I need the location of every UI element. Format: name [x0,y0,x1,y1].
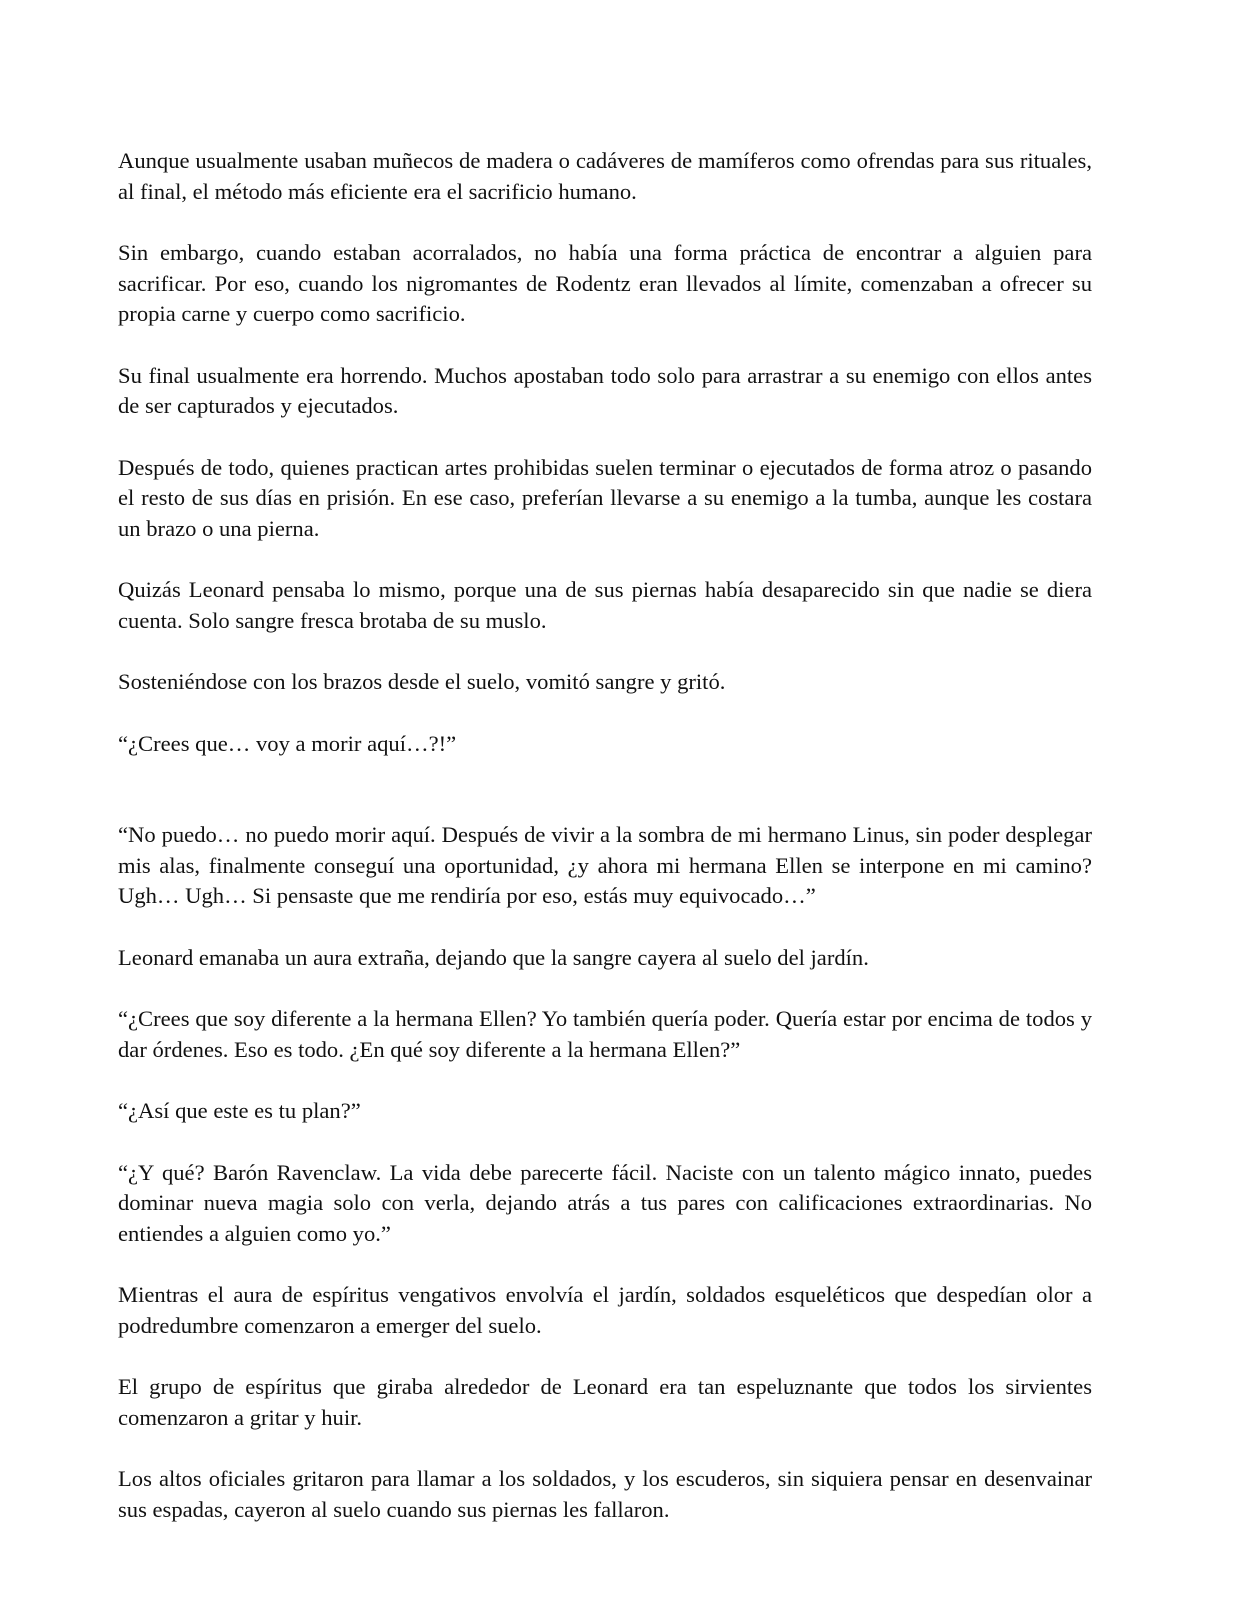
dialogue-paragraph: “¿Así que este es tu plan?” [118,1098,361,1123]
paragraph: Quizás Leonard pensaba lo mismo, porque una de sus piernas había desaparecido sin que nadie se diera cuenta. Solo sangre fresca brotaba de su muslo. [118,577,1092,633]
dialogue-paragraph: “¿Crees que… voy a morir aquí…?!” [118,730,457,756]
dialogue-paragraph: “¿Y qué? Barón Ravenclaw. La vida debe parecerte fácil. Naciste con un talento mágico innato, puedes dominar nueva magia solo con verla, dejando atrás a tus pares con calificaciones extraordinarias. No entiendes a alguien como yo.” [118,1159,1092,1246]
paragraph: Leonard emanaba un aura extraña, dejando que la sangre cayera al suelo del jardín. [118,944,869,970]
paragraph: Sin embargo, cuando estaban acorralados, no había una forma práctica de encontrar a alguien para sacrificar. Por eso, cuando los nigromantes de Rodentz eran llevados al límite, comenzaban a ofrecer su propia carne y cuerpo como sacrificio. [118,240,1092,326]
paragraph: Los altos oficiales gritaron para llamar a los soldados, y los escuderos, sin siquiera pensar en desenvainar sus espadas, cayeron al suelo cuando sus piernas les fallaron. [118,1466,1092,1522]
paragraph: El grupo de espíritus que giraba alrededor de Leonard era tan espeluznante que todos los sirvientes comenzaron a gritar y huir. [118,1374,1092,1430]
paragraph: Aunque usualmente usaban muñecos de madera o cadáveres de mamíferos como ofrendas para sus rituales, al final, el método más eficiente era el sacrificio humano. [118,148,1092,204]
paragraph: Mientras el aura de espíritus vengativos envolvía el jardín, soldados esqueléticos que despedían olor a podredumbre comenzaron a emerger del suelo. [118,1282,1092,1338]
paragraph: Su final usualmente era horrendo. Muchos apostaban todo solo para arrastrar a su enemigo con ellos antes de ser capturados y ejecutados. [118,362,1092,418]
paragraph: Sosteniéndose con los brazos desde el suelo, vomitó sangre y gritó. [118,669,726,694]
paragraph: Después de todo, quienes practican artes prohibidas suelen terminar o ejecutados de forma atroz o pasando el resto de sus días en prisión. En ese caso, preferían llevarse a su enemigo a la tumba, aunque les costara un brazo o una pierna. [118,454,1092,541]
dialogue-paragraph: “¿Crees que soy diferente a la hermana Ellen? Yo también quería poder. Quería estar por encima de todos y dar órdenes. Eso es todo. ¿En qué soy diferente a la hermana Ellen?” [118,1006,1092,1062]
document-page [118,146,1092,1556]
dialogue-paragraph: “No puedo… no puedo morir aquí. Después de vivir a la sombra de mi hermano Linus, sin poder desplegar mis alas, finalmente conseguí una oportunidad, ¿y ahora mi hermana Ellen se interpone en mi camino? Ugh… Ugh… Si pensaste que me rendiría por eso, estás muy equivocado…” [118,822,1092,908]
